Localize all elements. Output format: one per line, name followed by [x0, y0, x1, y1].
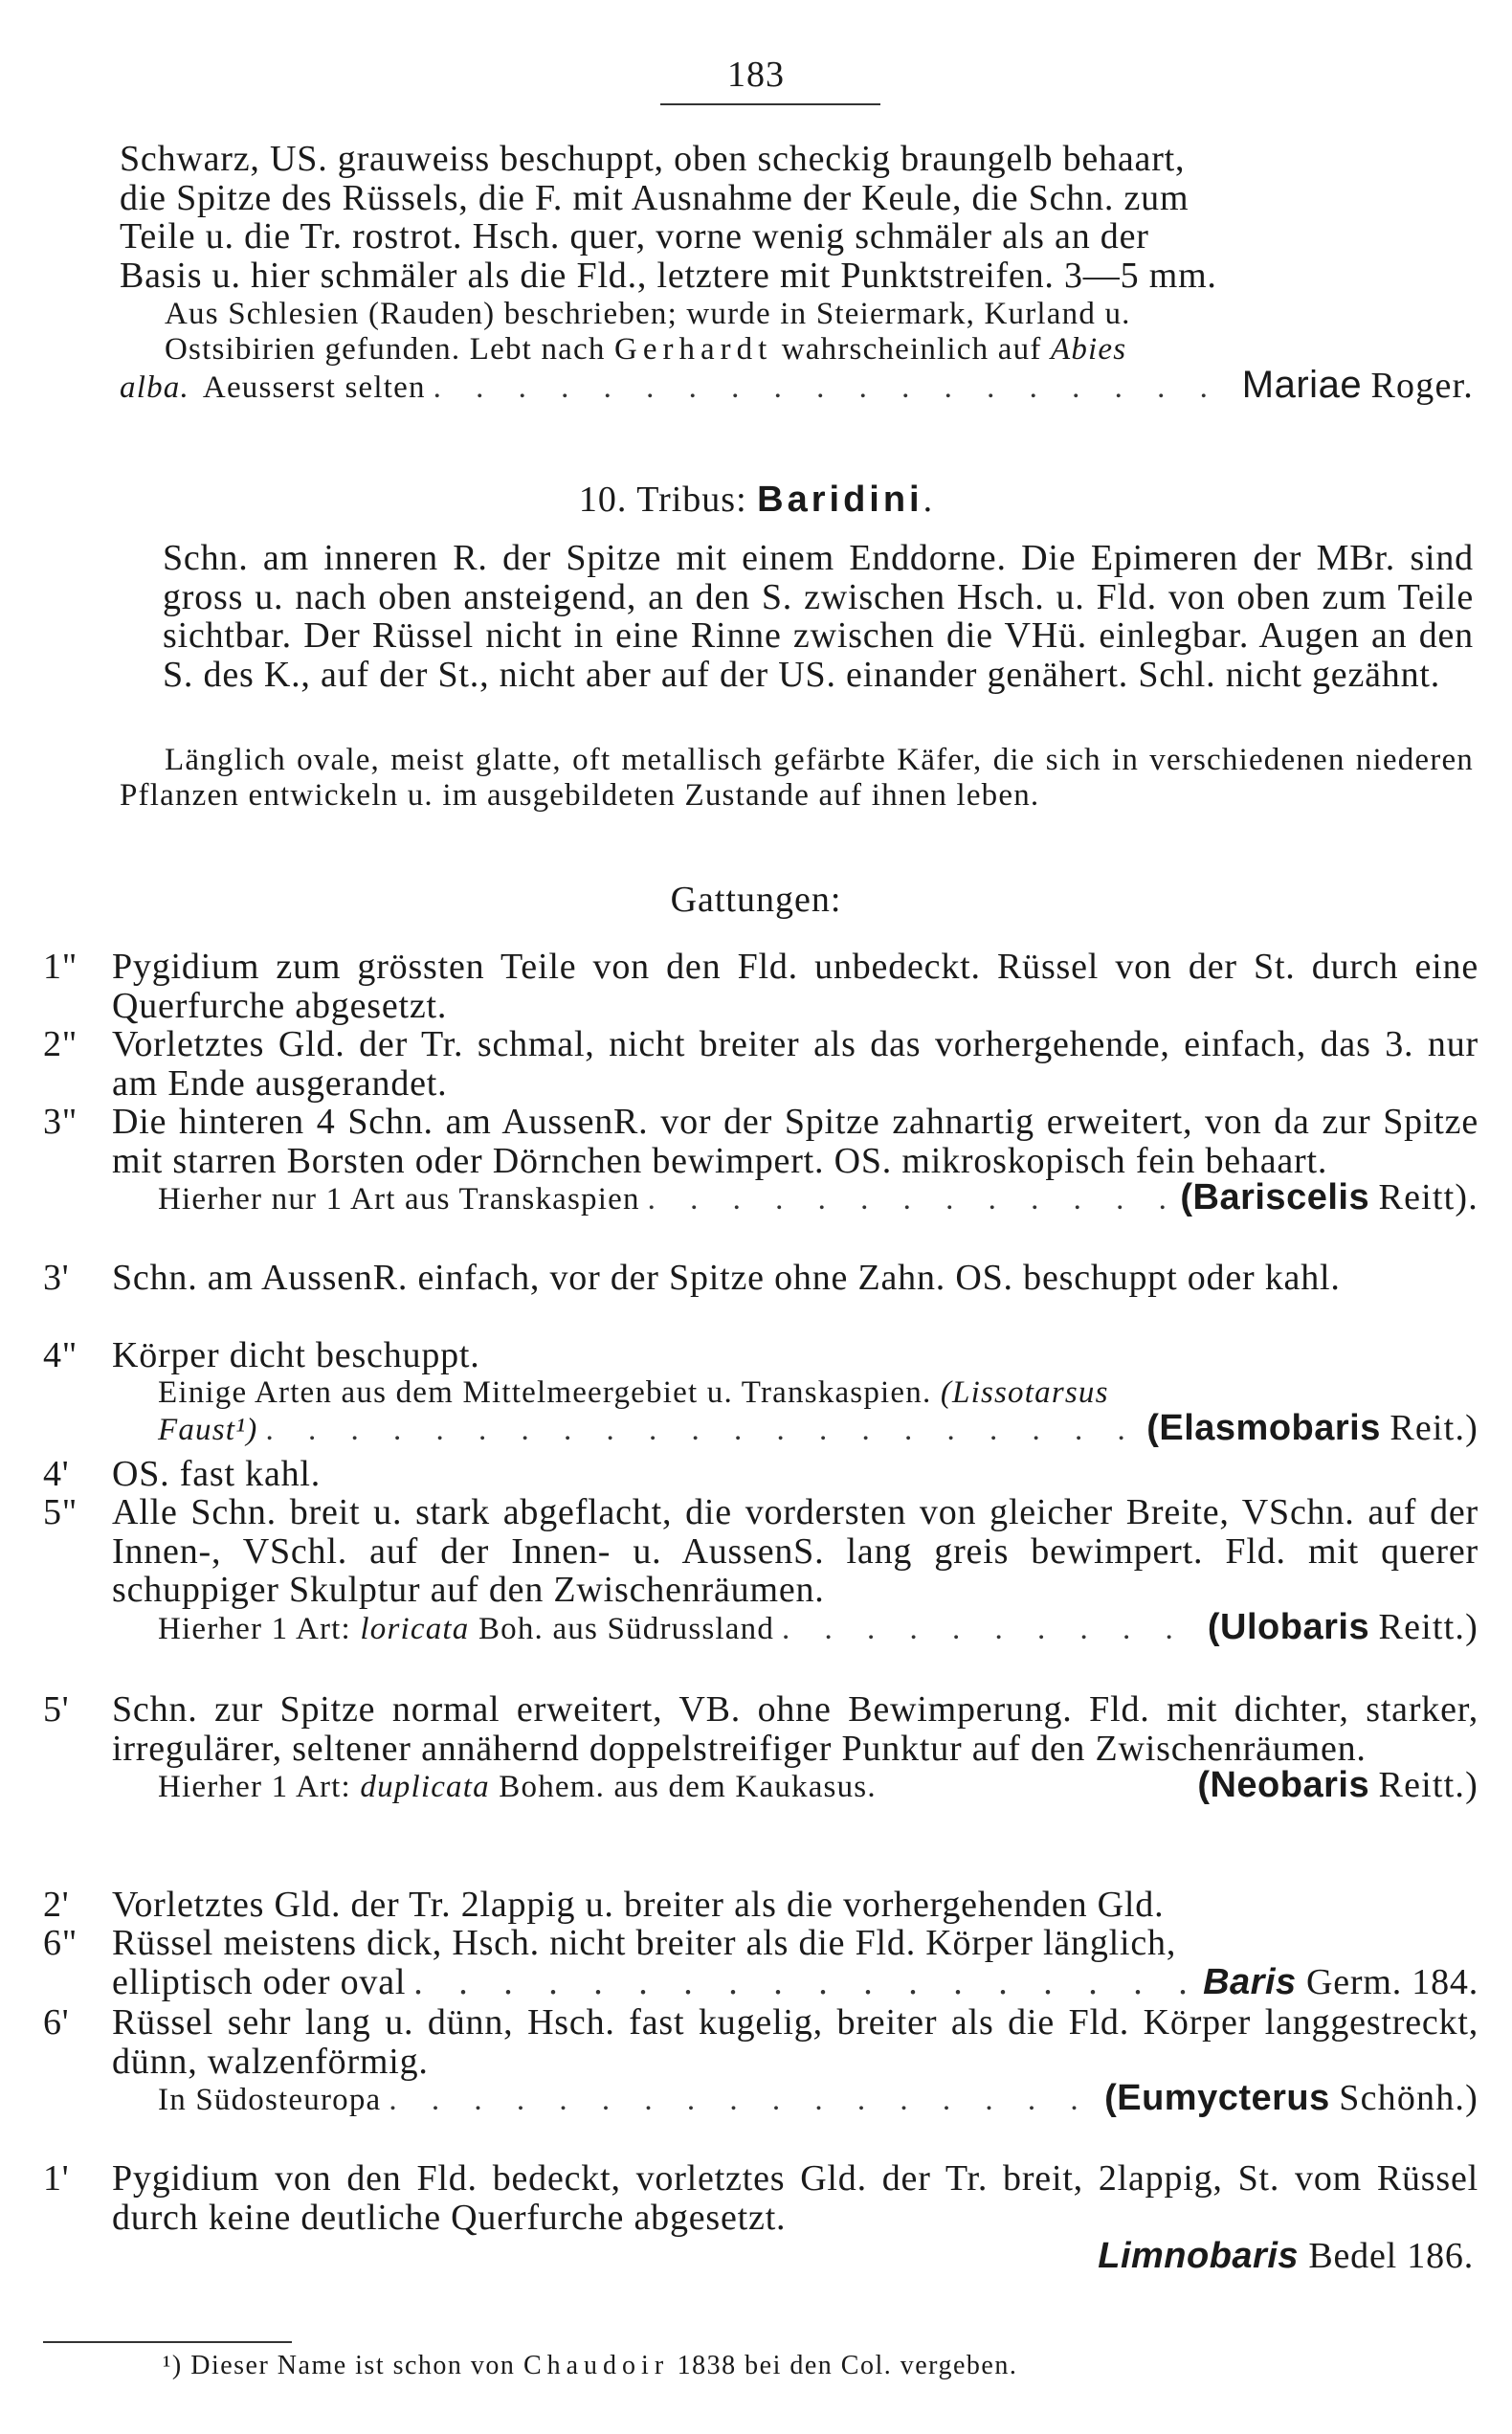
key-text: Vorletztes Gld. der Tr. 2lappig u. breiter als die vorhergehenden Gld.: [112, 1885, 1165, 1925]
genus-name: Baris: [1203, 1961, 1297, 2002]
genus-line: [112, 1765, 1479, 1805]
note-text: Ostsibirien gefunden. Lebt nach: [165, 332, 606, 367]
genus-line: [112, 1606, 1479, 1647]
genus-entry: [1207, 1606, 1479, 1647]
synonym-name: (Lissotarsus: [940, 1374, 1109, 1410]
key-number: 3": [43, 1102, 78, 1142]
footnote-text: Dieser Name ist schon von: [190, 2351, 516, 2380]
key-number: 4": [43, 1335, 78, 1375]
genus-line: [43, 2237, 1479, 2276]
plant-name: alba.: [120, 370, 189, 405]
key-text: Körper dicht beschuppt.: [112, 1335, 480, 1375]
key-note: Hierher 1 Art: duplicata Bohem. aus dem Kaukasus.: [158, 1770, 877, 1804]
leader-dots: [774, 1612, 1208, 1647]
text-line: Schwarz, US. grauweiss beschuppt, oben scheckig braungelb behaart,: [120, 139, 1186, 179]
species-note: [120, 297, 1474, 406]
genus-line: [112, 1407, 1479, 1448]
key-text: Schn. am AussenR. einfach, vor der Spitze ohne Zahn. OS. beschuppt oder kahl.: [112, 1258, 1341, 1298]
species-line: [120, 364, 1474, 406]
key-number: 3': [43, 1258, 70, 1298]
species-description: [120, 140, 1474, 295]
genera-heading: Gattungen:: [670, 880, 842, 920]
genus-line: [112, 1177, 1479, 1217]
key-number: 6': [43, 2002, 70, 2043]
leader-dots: [426, 370, 1242, 406]
footnote-rule: [43, 2341, 292, 2343]
key-number: 5': [43, 1689, 70, 1730]
key-entry: [43, 2003, 1479, 2118]
genus-entry: [1180, 1177, 1479, 1217]
genus-author: Schönh.): [1339, 2078, 1479, 2118]
leader-dots: [381, 2083, 1104, 2118]
key-number: 2": [43, 1024, 78, 1064]
species-author: Roger.: [1370, 366, 1474, 406]
genus-author: Reitt.): [1378, 1765, 1479, 1805]
key-text: Rüssel sehr lang u. dünn, Hsch. fast kugelig, breiter als die Fld. Körper langgestreckt, dünn, walzenförmig.: [112, 2002, 1479, 2082]
tribe-note: Länglich ovale, meist glatte, oft metallisch gefärbte Käfer, die sich in verschiedenen niederen Pflanzen entwickeln u. im ausgebildeten Zustande auf ihnen leben.: [120, 743, 1474, 813]
key-note: Hierher nur 1 Art aus Transkaspien: [158, 1182, 640, 1217]
key-text: Vorletztes Gld. der Tr. schmal, nicht breiter als das vorhergehende, einfach, das 3. nur am Ende ausgerandet.: [112, 1024, 1479, 1104]
genus-entry: [1146, 1407, 1479, 1448]
key-note-text: Einige Arten aus dem Mittelmeergebiet u. Transkaspien.: [158, 1374, 932, 1410]
note-text: wahrscheinlich auf: [781, 332, 1042, 367]
leader-dots: [406, 1963, 1203, 2002]
key-text: Alle Schn. breit u. stark abgeflacht, die vordersten von gleicher Breite, VSchn. auf der Innen-, VSchl. auf der Innen- u. AussenS. lang greis bewimpert. Fld. mit querer schuppiger Skulptur auf den Zwischenräumen.: [112, 1492, 1479, 1610]
genus-author: Reit.): [1390, 1407, 1479, 1448]
genus-name: (Elasmobaris: [1146, 1407, 1381, 1448]
key-number: 1": [43, 947, 78, 987]
key-note: [112, 1375, 1479, 1411]
note-text: Aeusserst selten: [202, 370, 426, 405]
key-text: Schn. zur Spitze normal erweitert, VB. ohne Bewimperung. Fld. mit dichter, starker, irregulärer, seltener annähernd doppelstreifiger Punktur auf den Zwischenräumen.: [112, 1689, 1479, 1769]
key-entry: [43, 1493, 1479, 1647]
tribe-suffix: .: [923, 480, 934, 520]
footnote-text: 1838 bei den Col. vergeben.: [677, 2351, 1018, 2380]
genus-name: (Neobaris: [1197, 1765, 1370, 1805]
person-name: Chaudoir: [523, 2351, 670, 2380]
key-note: In Südosteuropa: [158, 2083, 382, 2117]
key-text: elliptisch oder oval: [112, 1961, 407, 2002]
genus-entry: [1197, 1765, 1479, 1805]
key-entry: [43, 1025, 1479, 1103]
key-entry: [43, 1336, 1479, 1448]
genus-name: (Eumycterus: [1104, 2078, 1330, 2118]
tribe-description: [163, 539, 1474, 694]
species-name: Mariae: [1241, 364, 1363, 406]
genus-entry: [1203, 1963, 1479, 2002]
text-line: die Spitze des Rüssels, die F. mit Ausnahme der Keule, die Schn. zum: [120, 177, 1190, 218]
footnote-mark: ¹): [163, 2351, 183, 2380]
person-name: Gerhardt: [614, 332, 773, 367]
key-note: Hierher 1 Art: loricata Boh. aus Südrussland: [158, 1611, 775, 1646]
genus-name: Limnobaris: [1098, 2236, 1300, 2276]
key-text: OS. fast kahl.: [112, 1454, 322, 1494]
genus-line: [112, 2078, 1479, 2118]
key-number: 4': [43, 1454, 70, 1494]
key-text: Pygidium zum grössten Teile von den Fld. unbedeckt. Rüssel von der St. durch eine Querfurche abgesetzt.: [112, 947, 1479, 1026]
genus-author: Germ. 184.: [1305, 1961, 1479, 2002]
key-entry: [43, 948, 1479, 1025]
tribe-description-text: Schn. am inneren R. der Spitze mit einem Enddorne. Die Epimeren der MBr. sind gross u. nach oben ansteigend, an den S. zwischen Hsch. u. Fld. von oben zum Teile sichtbar. Der Rüssel nicht in eine Rinne zwischen die VHü. einlegbar. Augen an den S. des K., auf der St., nicht aber auf der US. einander genähert. Schl. nicht gezähnt.: [163, 538, 1474, 695]
key-number: 5": [43, 1492, 78, 1532]
key-entry: [43, 1690, 1479, 1805]
text-line: Basis u. hier schmäler als die Fld., letztere mit Punktstreifen. 3—5 mm.: [120, 255, 1217, 296]
page-number: 183: [727, 55, 785, 95]
key-number: 6": [43, 1923, 78, 1963]
key-number: 1': [43, 2158, 70, 2199]
genus-line: [112, 1963, 1479, 2002]
key-entry: [43, 1103, 1479, 1217]
text-line: Teile u. die Tr. rostrot. Hsch. quer, vorne wenig schmäler als an der: [120, 216, 1149, 257]
tribe-heading: [0, 479, 1512, 521]
genus-name: (Bariscelis: [1180, 1177, 1370, 1217]
species-name-entry: [1241, 364, 1474, 406]
key-text: Rüssel meistens dick, Hsch. nicht breiter als die Fld. Körper länglich,: [112, 1923, 1177, 1963]
key-text: Pygidium von den Fld. bedeckt, vorletztes Gld. der Tr. breit, 2lappig, St. vom Rüssel durch keine deutliche Querfurche abgesetzt.: [112, 2158, 1479, 2238]
plant-name: Abies: [1050, 332, 1127, 367]
genus-author: Bedel 186.: [1308, 2236, 1474, 2276]
footnote: [163, 2351, 1407, 2381]
genus-author: Reitt).: [1378, 1177, 1479, 1217]
note-line: Aus Schlesien (Rauden) beschrieben; wurde in Steiermark, Kurland u.: [165, 297, 1131, 331]
tribe-prefix: 10. Tribus:: [578, 480, 747, 520]
genus-author: Reitt.): [1378, 1606, 1479, 1647]
header-rule: [660, 103, 880, 105]
key-entry: [43, 1259, 1479, 1298]
key-entry: [43, 1924, 1479, 2001]
leader-dots: [257, 1413, 1146, 1448]
leader-dots: [640, 1182, 1181, 1217]
key-text: Die hinteren 4 Schn. am AussenR. vor der Spitze zahnartig erweitert, von da zur Spitze mit starren Borsten oder Dörnchen bewimpert. OS. mikroskopisch fein behaart.: [112, 1102, 1479, 1181]
key-entry: [43, 1886, 1479, 1925]
key-number: 2': [43, 1885, 70, 1925]
synonym-author: Faust¹): [158, 1412, 258, 1447]
key-entry: [43, 1455, 1479, 1494]
tribe-name: Baridini: [757, 480, 923, 520]
genus-name: (Ulobaris: [1207, 1606, 1370, 1647]
genus-entry: [1104, 2078, 1479, 2118]
note-line: [120, 332, 1474, 368]
key-entry: [43, 2159, 1479, 2276]
